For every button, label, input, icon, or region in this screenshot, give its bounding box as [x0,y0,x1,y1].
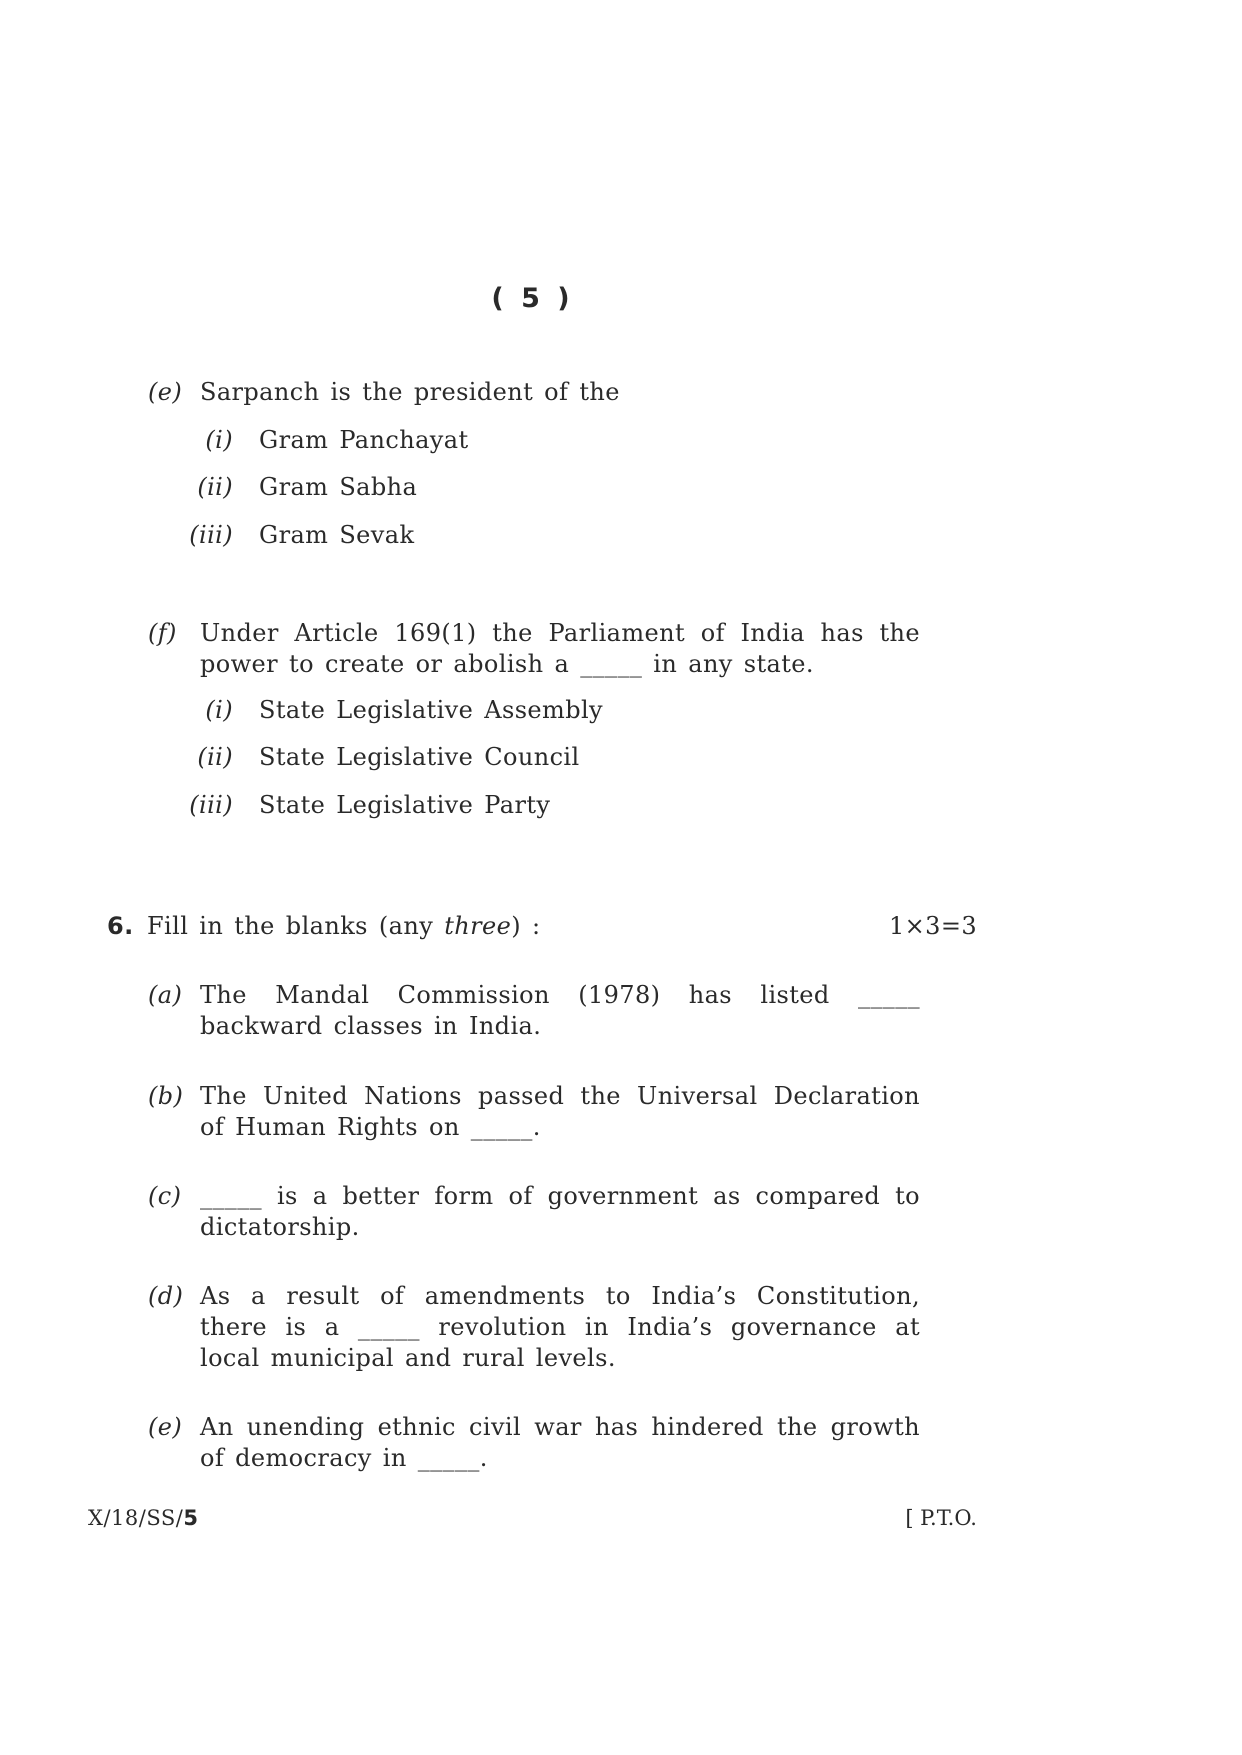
item-label: (f) [148,619,177,647]
item-label: (a) [148,981,183,1009]
item-text: Under Article 169(1) the Parliament of India has the power to create or abolish a _____ in any state. [200,619,920,678]
option-text: Gram Sevak [259,521,415,549]
item-label: (e) [148,1413,183,1441]
item-text: _____ is a better form of government as compared to dictatorship. [200,1182,920,1241]
paper-code-prefix: X/18/SS/ [88,1506,184,1530]
option-text: Gram Sabha [259,473,418,501]
option-text: State Legislative Council [259,743,580,771]
question-prompt-emphasis: three [444,912,512,940]
question-prompt-start: Fill in the blanks (any [147,912,445,940]
item-label: (e) [148,378,183,406]
marks-allocation: 1×3=3 [888,912,977,940]
option-text: Gram Panchayat [259,426,469,454]
option-numeral: (iii) [189,521,233,549]
item-text: An unending ethnic civil war has hindered the growth of democracy in _____. [200,1413,920,1472]
option-numeral: (i) [205,696,233,724]
item-text: The Mandal Commission (1978) has listed _____ backward classes in India. [200,981,920,1040]
paper-code [88,1506,198,1530]
option-text: State Legislative Party [259,791,551,819]
question-prompt-end: ) : [511,912,541,940]
option-text: State Legislative Assembly [259,696,603,724]
option-numeral: (ii) [197,473,233,501]
question-number: 6. [107,912,134,940]
please-turn-over: [ P.T.O. [905,1506,977,1530]
item-text: Sarpanch is the president of the [200,378,620,406]
option-numeral: (ii) [197,743,233,771]
page-number: ( 5 ) [491,283,574,314]
item-label: (b) [148,1082,184,1110]
item-text: The United Nations passed the Universal Declaration of Human Rights on _____. [200,1082,920,1141]
question-6-header [107,911,977,942]
paper-code-page: 5 [183,1506,199,1530]
item-text: As a result of amendments to India’s Constitution, there is a _____ revolution in India’s governance at local municipal and rural levels. [200,1282,920,1372]
option-numeral: (i) [205,426,233,454]
item-label: (d) [148,1282,184,1310]
option-numeral: (iii) [189,791,233,819]
item-label: (c) [148,1182,182,1210]
